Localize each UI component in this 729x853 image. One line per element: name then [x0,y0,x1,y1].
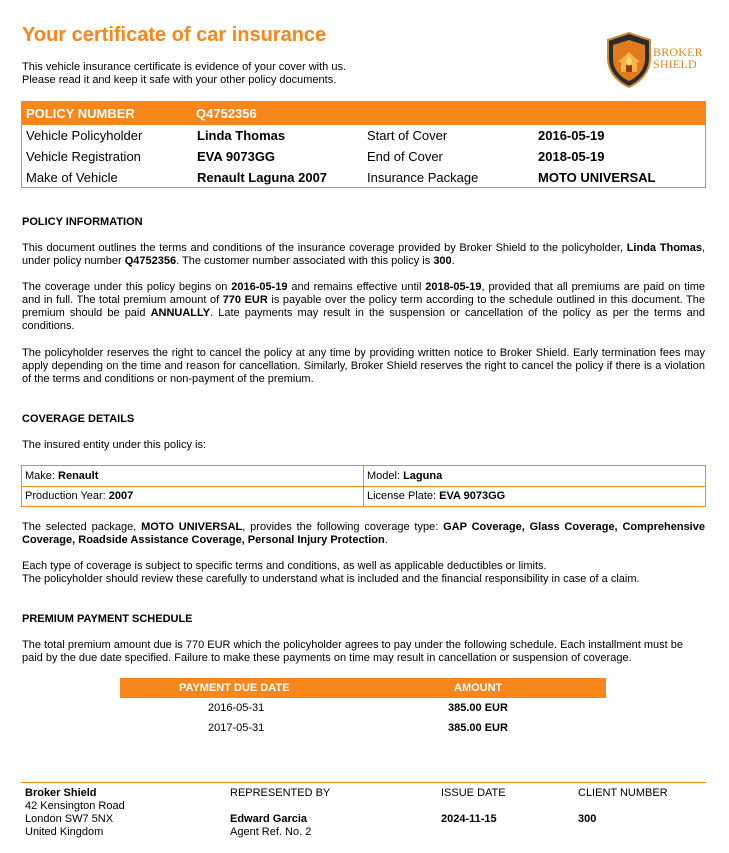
coverage-paragraph-2 [22,560,705,586]
coverage-paragraph-1 [22,521,705,547]
client-number-value: 300 [578,813,597,825]
policy-info-paragraph-1 [22,242,705,268]
end-of-cover-value: 2018-05-19 [538,149,605,164]
row-label: Start of Cover [367,128,448,143]
registration-value: EVA 9073GG [197,149,276,164]
address-line: 42 Kensington Road [25,800,125,812]
text-run: The coverage under this policy begins on [22,281,232,293]
text-run: . Late payments may result in the suspension or cancellation of the policy as per the terms and conditions. [22,307,705,332]
client-number-block [578,787,668,826]
col-due-date: PAYMENT DUE DATE [179,682,290,694]
text-run: . The customer number associated with this policy is [176,255,434,267]
model-cell [364,466,445,486]
text-run: , provided that all premiums are paid on time and in full. The total premium amount of [22,281,706,306]
company-address [25,787,125,839]
text-run: The selected package, [22,521,142,533]
address-line: United Kingdom [25,826,104,838]
logo-wordmark [653,46,703,70]
coverage-intro: The insured entity under this policy is: [22,439,207,451]
insurance-package-value: MOTO UNIVERSAL [538,170,656,185]
cell-label: Make: [25,470,59,482]
col-amount: AMOUNT [454,682,503,694]
premium-schedule-heading: PREMIUM PAYMENT SCHEDULE [22,613,193,625]
customer-number: 300 [433,255,452,267]
text-run: . [451,255,455,267]
due-date: 2016-05-31 [208,702,265,714]
text-run: and remains effective until [287,281,426,293]
end-date: 2018-05-19 [425,281,482,293]
policy-information-heading: POLICY INFORMATION [22,216,143,228]
policy-number-label: POLICY NUMBER [26,106,135,121]
payment-table-header [120,678,606,698]
due-date: 2017-05-31 [208,722,265,734]
row-label: Vehicle Registration [26,149,141,164]
address-line: London SW7 5NX [25,813,114,825]
schedule-text: The total premium amount due is 770 EUR which the policyholder agrees to pay under the following schedule. Each installment must be paid by the due date specified. Failure to make these payments on time may result in cancellation or suspension of coverage. [22,639,683,664]
table-row [120,699,606,719]
represented-by [230,787,330,839]
year-cell [22,486,136,506]
row-label: Make of Vehicle [26,170,118,185]
text-run: , under policy number [22,242,706,267]
year-value: 2007 [108,490,134,502]
text-run: , provides the following coverage type: [242,521,444,533]
amount: 385.00 EUR [448,702,508,714]
amount: 385.00 EUR [448,722,508,734]
policy-info-paragraph-2 [22,281,705,333]
text-run: This document outlines the terms and conditions of the insurance coverage provided by Broker Shield to the policyholder, [22,242,627,254]
policyholder-name: Linda Thomas [626,242,702,254]
shield-house-icon [606,32,652,88]
make-value: Renault [58,470,99,482]
vehicle-details-table [21,465,706,507]
company-name: Broker Shield [25,787,97,799]
policy-summary-table [21,101,706,188]
row-label: End of Cover [367,149,443,164]
start-of-cover-value: 2016-05-19 [538,128,605,143]
policy-number: Q4752356 [124,255,177,267]
policy-number-value: Q4752356 [196,106,257,121]
agent-name: Edward Garcia [230,813,308,825]
represented-by-label: REPRESENTED BY [230,787,331,799]
coverage-types: GAP Coverage, Glass Coverage, Comprehensive Coverage, Roadside Assistance Coverage, Personal Injury Protection [22,521,705,546]
plate-cell [364,486,508,506]
table-row [120,719,606,739]
plate-value: EVA 9073GG [439,490,506,502]
payment-frequency: ANNUALLY [150,307,211,319]
logo-line-1: BROKER [653,45,703,59]
page-title: Your certificate of car insurance [22,24,327,46]
make-of-vehicle-value: Renault Laguna 2007 [197,170,328,185]
row-label: Vehicle Policyholder [26,128,143,143]
issue-date-block [441,787,506,826]
client-number-label: CLIENT NUMBER [578,787,668,799]
footer-divider [21,782,706,783]
intro-text [22,61,346,87]
policy-row [22,124,705,146]
text-line: The policyholder should review these carefully to understand what is included and the financial responsibility in case of a claim. [22,573,640,585]
row-label: Insurance Package [367,170,479,185]
coverage-details-heading: COVERAGE DETAILS [22,413,135,425]
intro-line-1: This vehicle insurance certificate is evidence of your cover with us. [22,61,347,73]
broker-shield-logo [606,32,710,90]
cell-label: License Plate: [367,490,440,502]
issue-date-label: ISSUE DATE [441,787,506,799]
cell-label: Production Year: [25,490,109,502]
cell-label: Model: [367,470,404,482]
start-date: 2016-05-19 [231,281,288,293]
premium-amount: 770 EUR [222,294,268,306]
text-line: Each type of coverage is subject to specific terms and conditions, as well as applicable deductibles or limits. [22,560,547,572]
package-name: MOTO UNIVERSAL [141,521,243,533]
policy-row [22,146,705,167]
policy-number-header [22,102,705,124]
policyholder-value: Linda Thomas [197,128,286,143]
model-value: Laguna [403,470,443,482]
policy-info-paragraph-3: The policyholder reserves the right to cancel the policy at any time by providing written notice to Broker Shield. Early termination fees may apply depending on the time and reason for cancellation. Similarly, Broker Shield reserves the right to cancel the policy if there is a violation of the terms and conditions or non-payment of the premium. [22,347,705,385]
logo-line-2: SHIELD [653,57,697,71]
policy-row [22,167,705,188]
intro-line-2: Please read it and keep it safe with your other policy documents. [22,74,337,86]
text-run: . [384,534,388,546]
text-run: is payable over the policy term according to the schedule outlined in this document. The premium should be paid [22,294,705,319]
issue-date-value: 2024-11-15 [441,813,497,825]
agent-ref: Agent Ref. No. 2 [230,826,312,838]
make-cell [22,466,101,486]
